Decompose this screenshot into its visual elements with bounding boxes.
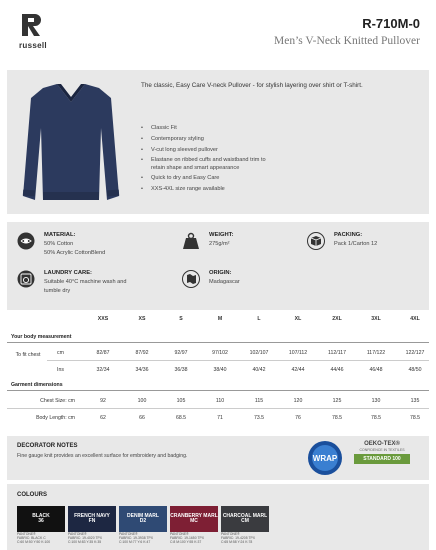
divider bbox=[47, 360, 429, 361]
length-cell: 78.5 bbox=[331, 415, 343, 421]
length-cell: 71 bbox=[217, 415, 223, 421]
length-cell: 78.5 bbox=[409, 415, 421, 421]
decorator-text: Fine gauge knit provides an excellent surface for embroidery and badging. bbox=[17, 453, 188, 459]
size-header: XS bbox=[138, 316, 146, 322]
colour-swatch[interactable] bbox=[68, 506, 116, 545]
oeko-standard: STANDARD 100 bbox=[354, 454, 410, 464]
size-header: L bbox=[257, 316, 261, 322]
pantone-line: PANTONE® bbox=[68, 532, 87, 536]
size-header: XL bbox=[294, 316, 302, 322]
weight-value bbox=[209, 240, 230, 249]
swatch-name: BLACK bbox=[32, 512, 50, 519]
chest-cell: 110 bbox=[215, 398, 225, 404]
feature-item: • Quick to dry and Easy Care bbox=[141, 175, 421, 182]
chest-label: Chest Size: cm bbox=[40, 398, 75, 404]
pantone-line: FABRIC: 19-4020 TPX bbox=[68, 535, 103, 540]
pantone-line: PANTONE® bbox=[170, 532, 189, 536]
ins-cell: 38/40 bbox=[213, 367, 227, 373]
garment-dimensions-title: Garment dimensions bbox=[11, 382, 63, 388]
ins-label: Ins bbox=[57, 367, 64, 373]
swatch-code: D2 bbox=[139, 518, 147, 524]
sweater-image bbox=[19, 76, 123, 206]
cm-cell: 82/87 bbox=[96, 350, 110, 356]
weight-line: 275g/m² bbox=[209, 241, 230, 247]
size-header: M bbox=[217, 316, 223, 322]
russell-logo-icon bbox=[20, 12, 42, 38]
laundry-value bbox=[44, 278, 126, 295]
pantone-line: C:100 M:77 Y:6 K:47 bbox=[119, 539, 151, 544]
swatch-name: CRANBERRY MARL bbox=[170, 512, 218, 519]
packing-line: Pack 1/Carton 12 bbox=[334, 241, 378, 247]
colour-swatch[interactable] bbox=[119, 506, 167, 545]
oeko-title: OEKO-TEX® bbox=[364, 441, 400, 447]
ins-cell: 36/38 bbox=[174, 367, 188, 373]
chest-cell: 130 bbox=[371, 398, 381, 404]
chest-cell: 115 bbox=[254, 398, 264, 404]
length-cell: 68.5 bbox=[175, 415, 187, 421]
pantone-line: FABRIC: 19-3938 TPX bbox=[119, 535, 154, 540]
length-cell: 66 bbox=[139, 415, 145, 421]
chest-cell: 105 bbox=[176, 398, 186, 404]
swatch-name: FRENCH NAVY bbox=[74, 512, 110, 519]
feature-item: • Contemporary styling bbox=[141, 136, 421, 143]
chest-cell: 120 bbox=[293, 398, 303, 404]
ins-cell: 46/48 bbox=[369, 367, 383, 373]
chest-cell: 135 bbox=[410, 398, 420, 404]
material-icon bbox=[17, 232, 35, 250]
weight-title: WEIGHT: bbox=[209, 232, 234, 238]
swatch-name: CHARCOAL MARL bbox=[222, 512, 268, 519]
length-cell: 76 bbox=[295, 415, 301, 421]
to-fit-label: To fit chest bbox=[15, 352, 41, 358]
cm-cell: 107/112 bbox=[288, 350, 308, 356]
swatch-pantone bbox=[68, 533, 116, 545]
swatch-pantone bbox=[221, 533, 269, 545]
cm-cell: 97/102 bbox=[212, 350, 228, 356]
packing-title: PACKING: bbox=[334, 232, 363, 238]
cm-cell: 117/122 bbox=[366, 350, 386, 356]
cm-cell: 92/97 bbox=[174, 350, 188, 356]
weight-icon bbox=[182, 232, 200, 250]
size-header-row bbox=[7, 316, 429, 326]
pantone-line: C:100 M:83 Y:35 K:35 bbox=[68, 539, 102, 544]
wrap-text: WRAP bbox=[312, 454, 338, 463]
decorator-notes bbox=[7, 436, 429, 480]
ins-cell: 32/34 bbox=[96, 367, 110, 373]
product-name: Men’s V-Neck Knitted Pullover bbox=[274, 35, 420, 47]
cm-cell: 87/92 bbox=[135, 350, 149, 356]
pantone-line: PANTONE® bbox=[221, 532, 240, 536]
material-value bbox=[44, 240, 105, 257]
swatch-code: FN bbox=[88, 518, 96, 524]
cm-cell: 102/107 bbox=[249, 350, 269, 356]
chest-cell: 92 bbox=[100, 398, 106, 404]
length-cell: 78.5 bbox=[370, 415, 382, 421]
map-icon bbox=[182, 270, 200, 288]
laundry-title: LAUNDRY CARE: bbox=[44, 270, 92, 276]
swatch-pantone bbox=[170, 533, 218, 545]
header bbox=[0, 0, 436, 62]
pantone-line: C:60 M:50 Y:50 K:100 bbox=[17, 539, 51, 544]
box-icon bbox=[307, 232, 325, 250]
origin-line: Madagascar bbox=[209, 279, 240, 285]
swatch-box bbox=[68, 506, 116, 532]
pantone-line: C:65 M:58 Y:24 K:78 bbox=[221, 539, 253, 544]
cm-cell: 112/117 bbox=[328, 350, 346, 356]
feature-list bbox=[141, 125, 421, 197]
size-header: XXS bbox=[97, 316, 109, 322]
cm-cell: 122/127 bbox=[405, 350, 425, 356]
specs-panel bbox=[7, 222, 429, 310]
chest-cell: 125 bbox=[332, 398, 342, 404]
swatch-pantone bbox=[17, 533, 65, 545]
feature-item: • V-cut long sleeved pullover bbox=[141, 147, 421, 154]
ins-cell: 48/50 bbox=[408, 367, 422, 373]
pantone-line: FABRIC: BLACK C bbox=[17, 535, 46, 540]
swatch-code: 36 bbox=[38, 518, 44, 524]
ins-cell: 44/46 bbox=[330, 367, 344, 373]
material-line: 50% Acrylic CottonBlend bbox=[44, 249, 106, 256]
ins-cell: 34/36 bbox=[135, 367, 149, 373]
size-header: 3XL bbox=[371, 316, 381, 322]
colour-swatch[interactable] bbox=[221, 506, 269, 545]
brand-logo-text: russell bbox=[19, 41, 47, 50]
product-hero bbox=[7, 70, 429, 214]
packing-value bbox=[334, 240, 377, 249]
divider bbox=[7, 390, 429, 391]
laundry-line: Suitable 40°C machine wash and bbox=[44, 279, 127, 285]
origin-title: ORIGIN: bbox=[209, 270, 232, 276]
swatch-name: DENIM MARL bbox=[127, 512, 159, 519]
swatch-box bbox=[17, 506, 65, 532]
swatch-code: CM bbox=[241, 518, 249, 524]
cm-label: cm bbox=[57, 350, 64, 356]
swatch-box bbox=[170, 506, 218, 532]
feature-item: • Elastane on ribbed cuffs and waistband trim to retain shape and smart appearance bbox=[141, 157, 271, 172]
size-header: S bbox=[179, 316, 183, 322]
pantone-line: FABRIC: 19-4205 TPX bbox=[221, 535, 256, 540]
length-label: Body Length: cm bbox=[36, 415, 75, 421]
pantone-line: C:8 M:100 Y:55 K:37 bbox=[170, 539, 202, 544]
colours-panel bbox=[7, 484, 429, 550]
chest-cell: 100 bbox=[137, 398, 147, 404]
oeko-tex-label bbox=[347, 441, 417, 477]
body-measurement-title: Your body measurement bbox=[11, 334, 72, 340]
feature-item: • Classic Fit bbox=[141, 125, 421, 132]
decorator-title: DECORATOR NOTES bbox=[17, 443, 78, 449]
swatch-pantone bbox=[119, 533, 167, 545]
size-header: 2XL bbox=[332, 316, 342, 322]
colours-title: COLOURS bbox=[17, 492, 47, 498]
material-line: 50% Cotton bbox=[44, 241, 74, 247]
washing-machine-icon bbox=[17, 270, 35, 288]
swatch-code: MC bbox=[190, 518, 198, 524]
length-cell: 62 bbox=[100, 415, 106, 421]
colour-swatch[interactable] bbox=[17, 506, 65, 545]
divider bbox=[7, 408, 429, 409]
divider bbox=[7, 342, 429, 343]
pantone-line: PANTONE® bbox=[119, 532, 138, 536]
laundry-line: tumble dry bbox=[44, 287, 71, 294]
origin-value bbox=[209, 278, 240, 287]
product-intro: The classic, Easy Care V-neck Pullover - for stylish layering over shirt or T-shirt. bbox=[141, 82, 363, 89]
pantone-line: PANTONE® bbox=[17, 532, 36, 536]
product-code: R-710M-0 bbox=[362, 16, 420, 31]
length-cell: 73.5 bbox=[253, 415, 265, 421]
ins-cell: 40/42 bbox=[252, 367, 266, 373]
oeko-line: CONFIDENCE IN TEXTILES bbox=[359, 448, 405, 452]
pantone-line: FABRIC: 19-1650 TPX bbox=[170, 535, 205, 540]
swatch-box bbox=[119, 506, 167, 532]
wrap-certification-icon bbox=[307, 440, 343, 476]
swatch-box bbox=[221, 506, 269, 532]
size-header: 4XL bbox=[410, 316, 420, 322]
ins-cell: 42/44 bbox=[291, 367, 305, 373]
colour-swatch[interactable] bbox=[170, 506, 218, 545]
material-title: MATERIAL: bbox=[44, 232, 76, 238]
feature-item: • XXS-4XL size range available bbox=[141, 186, 421, 193]
